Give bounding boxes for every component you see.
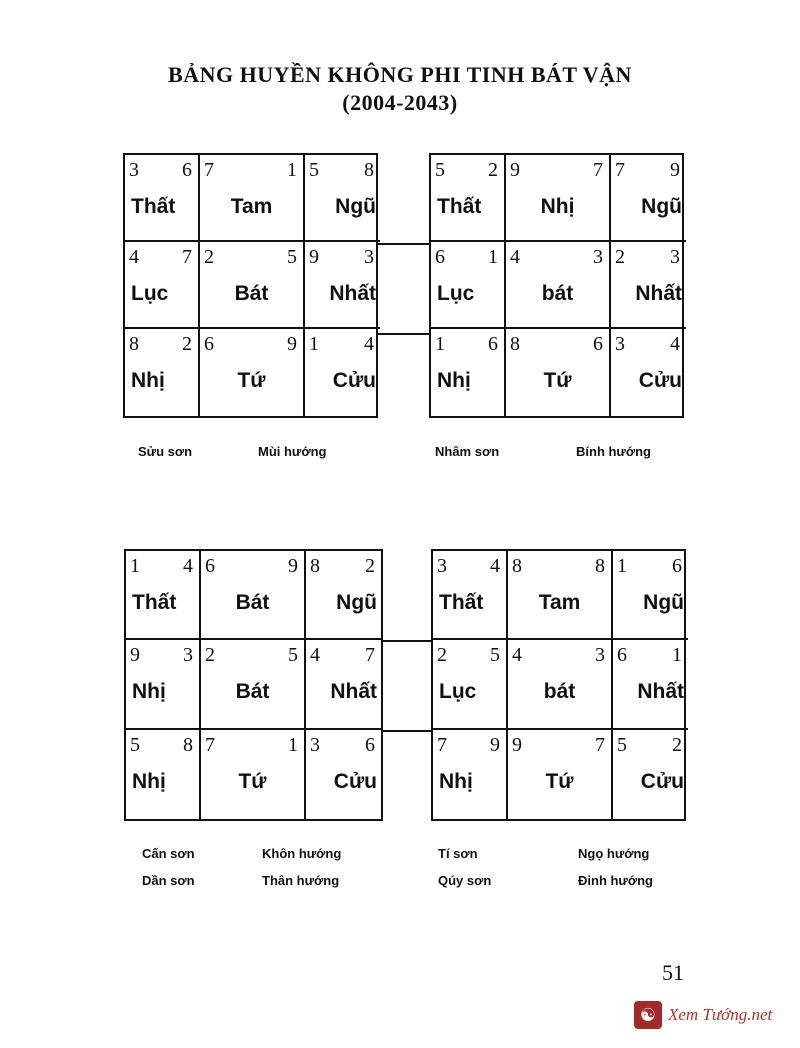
cell-label: Thất bbox=[437, 195, 482, 218]
flying-star-grid-4 bbox=[431, 549, 686, 821]
caption-mountain: Cấn sơn bbox=[142, 846, 195, 861]
grid-cell bbox=[508, 730, 613, 819]
facing-star: 3 bbox=[183, 644, 193, 667]
cell-label: Tam bbox=[538, 591, 581, 614]
grid-cell bbox=[611, 155, 686, 242]
caption-facing: Khôn hướng bbox=[262, 846, 342, 861]
grid-cell bbox=[305, 242, 380, 329]
grid-cell bbox=[431, 155, 506, 242]
watermark bbox=[634, 998, 772, 1032]
mountain-star: 9 bbox=[130, 644, 140, 667]
mountain-star: 7 bbox=[615, 159, 625, 181]
cell-label: Cửu bbox=[332, 369, 376, 392]
caption-mountain: Tí sơn bbox=[438, 846, 478, 861]
grid-cell bbox=[126, 730, 201, 819]
facing-star: 6 bbox=[593, 333, 603, 355]
mountain-star: 3 bbox=[437, 555, 447, 577]
mountain-star: 7 bbox=[437, 733, 447, 756]
mountain-star: 3 bbox=[129, 159, 139, 181]
grid-cell bbox=[305, 155, 380, 242]
facing-star: 6 bbox=[672, 555, 682, 577]
cell-label: Tam bbox=[230, 195, 273, 218]
cell-label: Bát bbox=[235, 591, 270, 614]
mountain-star: 1 bbox=[309, 333, 319, 355]
caption-facing: Thân hướng bbox=[262, 873, 340, 888]
mountain-star: 2 bbox=[204, 246, 214, 268]
facing-star: 8 bbox=[595, 555, 605, 577]
mountain-star: 4 bbox=[512, 644, 522, 667]
grid-cell bbox=[508, 640, 613, 729]
cell-label: Lục bbox=[439, 680, 477, 704]
facing-star: 8 bbox=[364, 159, 374, 181]
facing-star: 5 bbox=[490, 644, 500, 667]
facing-star: 5 bbox=[287, 246, 297, 268]
cell-label: Nhị bbox=[437, 369, 471, 392]
grid-cell bbox=[306, 640, 381, 729]
cell-label: Tứ bbox=[543, 369, 572, 392]
grid-cell bbox=[611, 329, 686, 416]
cell-label: Nhất bbox=[637, 680, 684, 704]
caption-facing: Ngọ hướng bbox=[578, 846, 650, 861]
cell-label: Lục bbox=[437, 282, 475, 305]
cell-label: Nhất bbox=[635, 282, 682, 305]
facing-star: 4 bbox=[670, 333, 680, 355]
grid-cell bbox=[433, 640, 508, 729]
grid-cell bbox=[306, 730, 381, 819]
watermark-text: Xem Tướng.net bbox=[668, 1005, 773, 1024]
grid-cell bbox=[201, 640, 306, 729]
facing-star: 1 bbox=[488, 246, 498, 268]
mountain-star: 8 bbox=[512, 555, 522, 577]
connector-line bbox=[383, 640, 431, 642]
mountain-star: 7 bbox=[205, 733, 215, 756]
facing-star: 2 bbox=[182, 333, 192, 355]
mountain-star: 5 bbox=[130, 733, 140, 756]
mountain-star: 9 bbox=[309, 246, 319, 268]
grid-cell bbox=[305, 329, 380, 416]
grid-cell bbox=[201, 730, 306, 819]
mountain-star: 2 bbox=[205, 644, 215, 667]
cell-label: Ngũ bbox=[336, 591, 377, 614]
facing-star: 9 bbox=[288, 555, 298, 577]
cell-label: Nhất bbox=[329, 282, 376, 305]
mountain-star: 8 bbox=[310, 555, 320, 577]
flying-star-grid-2 bbox=[429, 153, 684, 418]
facing-star: 6 bbox=[488, 333, 498, 355]
grid-cell bbox=[201, 551, 306, 640]
cell-label: Nhị bbox=[132, 769, 166, 793]
facing-star: 3 bbox=[595, 644, 605, 667]
mountain-star: 3 bbox=[615, 333, 625, 355]
mountain-star: 1 bbox=[435, 333, 445, 355]
mountain-star: 7 bbox=[204, 159, 214, 181]
facing-star: 2 bbox=[488, 159, 498, 181]
cell-label: Lục bbox=[131, 282, 169, 305]
yin-yang-icon: ☯ bbox=[634, 1001, 662, 1029]
mountain-star: 6 bbox=[204, 333, 214, 355]
grid-cell bbox=[433, 730, 508, 819]
cell-label: Ngũ bbox=[643, 591, 684, 614]
connector-line bbox=[378, 243, 429, 245]
mountain-star: 8 bbox=[129, 333, 139, 355]
facing-star: 8 bbox=[183, 733, 193, 756]
grid-cell bbox=[200, 329, 305, 416]
facing-star: 7 bbox=[365, 644, 375, 667]
facing-star: 9 bbox=[287, 333, 297, 355]
mountain-star: 1 bbox=[617, 555, 627, 577]
mountain-star: 2 bbox=[615, 246, 625, 268]
connector-line bbox=[378, 333, 429, 335]
facing-star: 1 bbox=[287, 159, 297, 181]
cell-label: Thất bbox=[439, 591, 484, 614]
cell-label: Ngũ bbox=[335, 195, 376, 218]
facing-star: 2 bbox=[672, 733, 682, 756]
caption-facing: Mùi hướng bbox=[258, 444, 327, 459]
grid-cell bbox=[508, 551, 613, 640]
grid-cell bbox=[613, 640, 688, 729]
cell-label: bát bbox=[543, 680, 576, 704]
cell-label: Ngũ bbox=[641, 195, 682, 218]
cell-label: Nhị bbox=[131, 369, 165, 392]
grid-cell bbox=[506, 155, 611, 242]
cell-label: bát bbox=[541, 282, 574, 305]
facing-star: 4 bbox=[490, 555, 500, 577]
grid-cell bbox=[431, 329, 506, 416]
caption-mountain: Nhâm sơn bbox=[435, 444, 500, 459]
caption-mountain: Qúy sơn bbox=[438, 873, 492, 888]
mountain-star: 2 bbox=[437, 644, 447, 667]
facing-star: 3 bbox=[364, 246, 374, 268]
grid-cell bbox=[200, 155, 305, 242]
facing-star: 7 bbox=[182, 246, 192, 268]
mountain-star: 8 bbox=[510, 333, 520, 355]
mountain-star: 4 bbox=[510, 246, 520, 268]
cell-label: Bát bbox=[235, 680, 270, 704]
mountain-star: 6 bbox=[205, 555, 215, 577]
grid-cell bbox=[431, 242, 506, 329]
facing-star: 6 bbox=[365, 733, 375, 756]
mountain-star: 5 bbox=[617, 733, 627, 756]
grid-cell bbox=[125, 155, 200, 242]
facing-star: 9 bbox=[670, 159, 680, 181]
facing-star: 3 bbox=[593, 246, 603, 268]
cell-label: Tứ bbox=[545, 769, 574, 793]
cell-label: Bát bbox=[234, 282, 269, 305]
cell-label: Thất bbox=[131, 195, 176, 218]
cell-label: Nhị bbox=[540, 195, 575, 218]
flying-star-grid-3 bbox=[124, 549, 383, 821]
cell-label: Nhất bbox=[330, 680, 377, 704]
grid-cell bbox=[125, 329, 200, 416]
caption-facing: Đinh hướng bbox=[578, 873, 653, 888]
mountain-star: 4 bbox=[129, 246, 139, 268]
grid-cell bbox=[613, 551, 688, 640]
cell-label: Cửu bbox=[640, 769, 684, 793]
mountain-star: 1 bbox=[130, 555, 140, 577]
cell-label: Cửu bbox=[333, 769, 377, 793]
facing-star: 9 bbox=[490, 733, 500, 756]
grid-cell bbox=[611, 242, 686, 329]
facing-star: 6 bbox=[182, 159, 192, 181]
facing-star: 5 bbox=[288, 644, 298, 667]
grid-cell bbox=[506, 329, 611, 416]
mountain-star: 6 bbox=[435, 246, 445, 268]
grid-cell bbox=[613, 730, 688, 819]
facing-star: 4 bbox=[364, 333, 374, 355]
grid-cell bbox=[125, 242, 200, 329]
page-title-line-2: (2004-2043) bbox=[342, 90, 458, 115]
cell-label: Nhị bbox=[439, 769, 473, 793]
mountain-star: 6 bbox=[617, 644, 627, 667]
cell-label: Tứ bbox=[238, 769, 267, 793]
flying-star-grid-1 bbox=[123, 153, 378, 418]
facing-star: 4 bbox=[183, 555, 193, 577]
mountain-star: 4 bbox=[310, 644, 320, 667]
cell-label: Cửu bbox=[638, 369, 682, 392]
grid-cell bbox=[433, 551, 508, 640]
facing-star: 2 bbox=[365, 555, 375, 577]
cell-label: Thất bbox=[132, 591, 177, 614]
cell-label: Nhị bbox=[132, 680, 166, 704]
grid-cell bbox=[200, 242, 305, 329]
mountain-star: 5 bbox=[435, 159, 445, 181]
facing-star: 1 bbox=[672, 644, 682, 667]
grid-cell bbox=[506, 242, 611, 329]
caption-mountain: Sửu sơn bbox=[138, 444, 193, 459]
mountain-star: 3 bbox=[310, 733, 320, 756]
page-title-line-1: BẢNG HUYỀN KHÔNG PHI TINH BÁT VẬN bbox=[168, 62, 632, 87]
grid-cell bbox=[126, 551, 201, 640]
caption-mountain: Dần sơn bbox=[142, 873, 195, 888]
grid-cell bbox=[126, 640, 201, 729]
cell-label: Tứ bbox=[237, 369, 266, 392]
connector-line bbox=[383, 730, 431, 732]
facing-star: 7 bbox=[595, 733, 605, 756]
facing-star: 3 bbox=[670, 246, 680, 268]
caption-facing: Bính hướng bbox=[576, 444, 651, 459]
facing-star: 7 bbox=[593, 159, 603, 181]
facing-star: 1 bbox=[288, 733, 298, 756]
mountain-star: 9 bbox=[510, 159, 520, 181]
page-number: 51 bbox=[662, 960, 684, 985]
mountain-star: 5 bbox=[309, 159, 319, 181]
mountain-star: 9 bbox=[512, 733, 522, 756]
grid-cell bbox=[306, 551, 381, 640]
